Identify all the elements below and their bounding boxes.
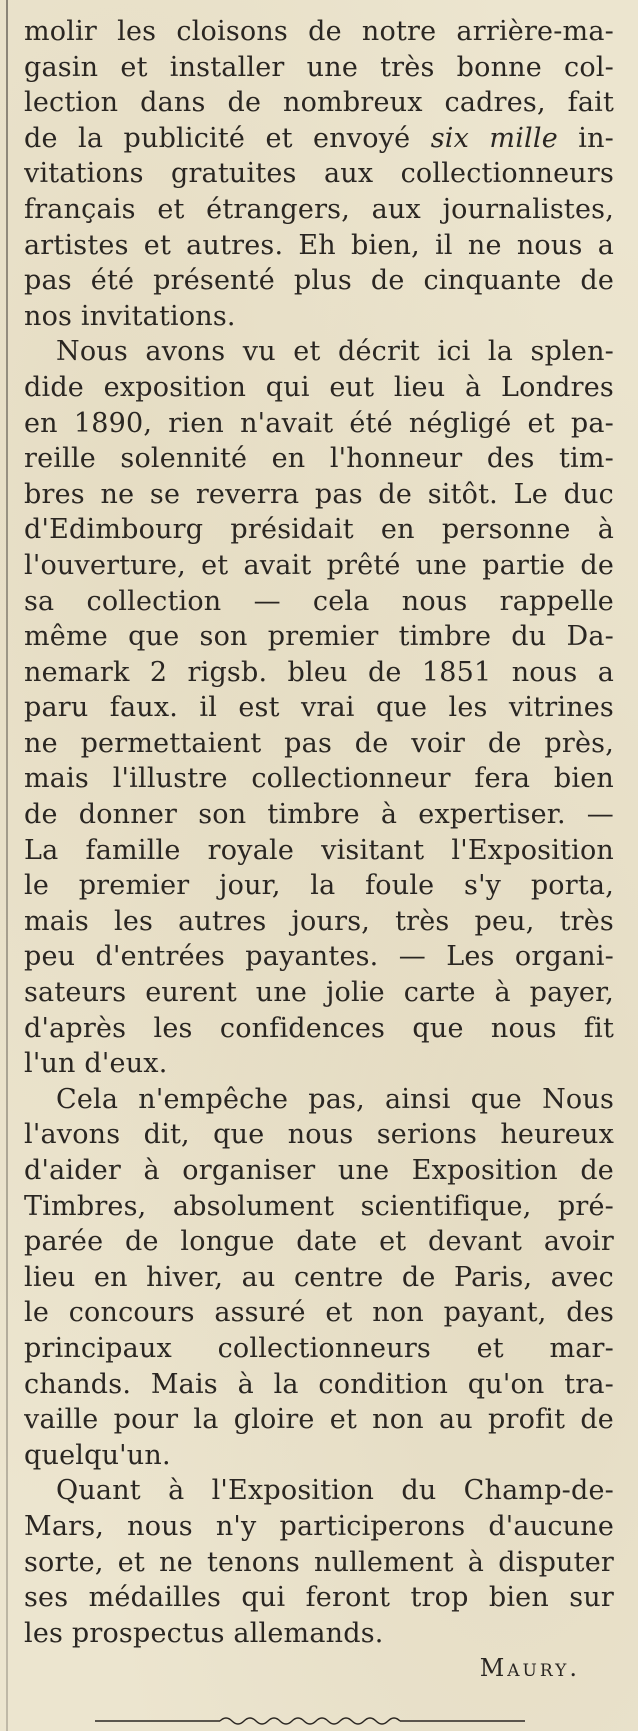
paragraph-first-line: Quant à l'Exposition du Champ-de- xyxy=(56,1475,614,1507)
text-line: d'après les confidences que nous fit xyxy=(24,1012,614,1044)
text-line: artistes et autres. Eh bien, il ne nous a xyxy=(24,229,614,261)
text-line: vaille pour la gloire et non au profit de xyxy=(24,1404,614,1436)
text-line: lection dans de nombreux cadres, fait xyxy=(24,87,614,119)
text-line: l'avons dit, que nous serions heureux xyxy=(24,1119,614,1151)
text-line: parée de longue date et devant avoir xyxy=(24,1226,614,1258)
text-line: sorte, et ne tenons nullement à disputer xyxy=(24,1546,614,1578)
column-rule xyxy=(6,0,8,1731)
text-line: d'Edimbourg présidait en personne à xyxy=(24,514,614,546)
text-line xyxy=(24,121,614,157)
author-signature: Maury. xyxy=(479,1654,580,1682)
text-line: bres ne se reverra pas de sitôt. Le duc xyxy=(24,478,614,510)
text-line: les prospectus allemands. xyxy=(24,1617,384,1649)
text-line: nemark 2 rigsb. bleu de 1851 nous a xyxy=(24,656,614,688)
text-line: chands. Mais à la condition qu'on tra- xyxy=(24,1368,614,1400)
article-column xyxy=(24,14,614,1651)
text-line: d'aider à organiser une Exposition de xyxy=(24,1155,614,1186)
text-line: La famille royale visitant l'Exposition xyxy=(24,834,614,866)
text-line: même que son premier timbre du Da- xyxy=(24,621,614,653)
text-line: de donner son timbre à expertiser. — xyxy=(24,799,614,831)
text-line: le concours assuré et non payant, des xyxy=(24,1297,614,1329)
text-line: Timbres, absolument scientifique, pré- xyxy=(24,1190,614,1222)
text-line: vitations gratuites aux collectionneurs xyxy=(24,158,614,190)
paragraph-first-line: Nous avons vu et décrit ici la splen- xyxy=(56,336,614,368)
text-line: français et étrangers, aux journalistes, xyxy=(24,193,614,225)
text-line: lieu en hiver, au centre de Paris, avec xyxy=(24,1261,614,1293)
text-line: molir les cloisons de notre arrière-ma- xyxy=(24,16,614,47)
emphasized-text: six mille xyxy=(430,122,558,154)
text-line: peu d'entrées payantes. — Les organi- xyxy=(24,941,614,973)
text-line: quelqu'un. xyxy=(24,1439,171,1471)
text-line: nos invitations. xyxy=(24,300,236,332)
text-line: le premier jour, la foule s'y porta, xyxy=(24,870,614,902)
text-segment: de la publicité et envoyé xyxy=(24,122,411,154)
text-line: sateurs eurent une jolie carte à payer, xyxy=(24,977,614,1009)
text-line: ses médailles qui feront trop bien sur xyxy=(24,1582,614,1614)
text-line: dide exposition qui eut lieu à Londres xyxy=(24,371,614,403)
paragraph-first-line: Cela n'empêche pas, ainsi que Nous xyxy=(56,1083,614,1115)
text-line: l'ouverture, et avait prêté une partie de xyxy=(24,549,614,581)
text-line: ne permettaient pas de voir de près, xyxy=(24,727,614,759)
text-line: mais l'illustre collectionneur fera bien xyxy=(24,763,614,795)
text-line: sa collection — cela nous rappelle xyxy=(24,585,614,617)
text-segment: in- xyxy=(578,122,614,154)
text-line: mais les autres jours, très peu, très xyxy=(24,905,614,937)
text-line: Mars, nous n'y participerons d'aucune xyxy=(24,1510,614,1542)
ornamental-divider xyxy=(95,1714,525,1728)
text-line: paru faux. il est vrai que les vitrines xyxy=(24,692,614,724)
text-line: gasin et installer une très bonne col- xyxy=(24,51,614,83)
text-line: pas été présenté plus de cinquante de xyxy=(24,265,614,297)
text-line: en 1890, rien n'avait été négligé et pa- xyxy=(24,407,614,439)
text-line: principaux collectionneurs et mar- xyxy=(24,1332,614,1364)
text-line: reille solennité en l'honneur des tim- xyxy=(24,443,614,475)
text-line: l'un d'eux. xyxy=(24,1048,168,1080)
